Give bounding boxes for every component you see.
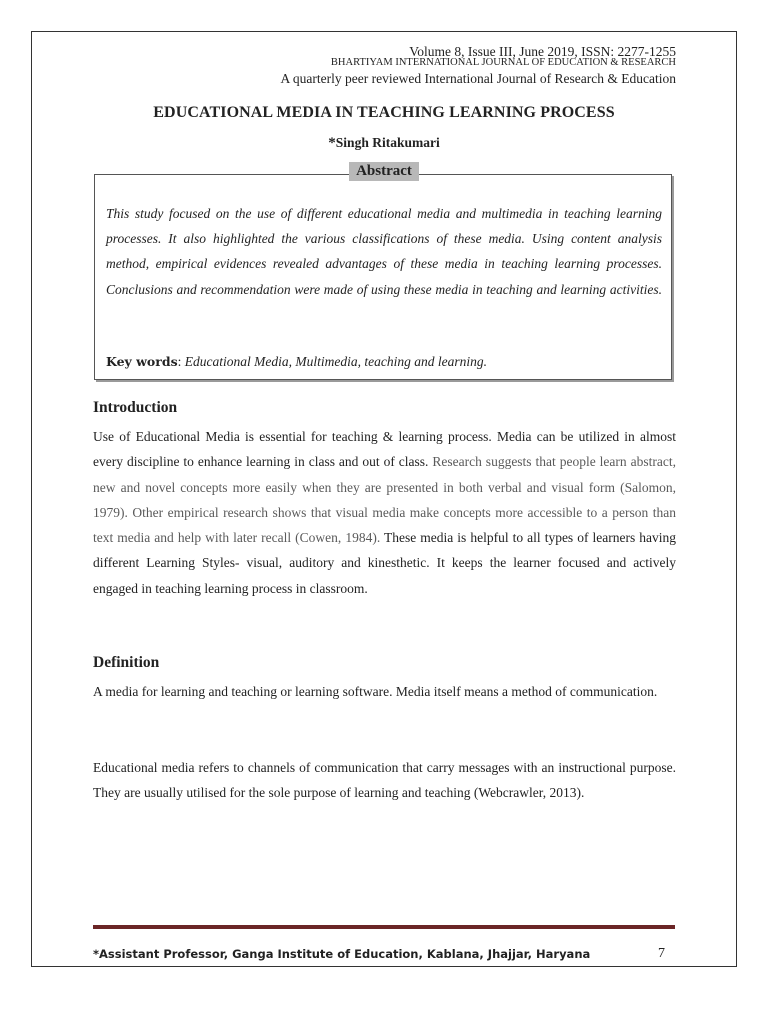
abstract-text: This study focused on the use of different educational media and multimedia in teaching learning processes. It also highlighted the various classifications of these media. Using content analysis method, empirical evidences revealed advantages of these media in teaching learning processes. Conclusions and recommendation were made of using these media in teaching and learning activities. xyxy=(106,206,662,297)
definition-heading: Definition xyxy=(93,654,160,671)
page-number: 7 xyxy=(658,946,665,961)
abstract-label: Abstract xyxy=(349,162,419,181)
author-name: Singh Ritakumari xyxy=(335,135,440,150)
introduction-heading: Introduction xyxy=(93,399,178,416)
footer-rule xyxy=(93,925,675,929)
author-footnote-marker: * xyxy=(328,135,336,151)
keywords xyxy=(106,354,487,370)
keywords-label: Key words xyxy=(106,354,178,369)
journal-volume-line: Volume 8, Issue III, June 2019, ISSN: 2277-1255 xyxy=(409,44,676,59)
paper-title: EDUCATIONAL MEDIA IN TEACHING LEARNING PROCESS xyxy=(153,104,615,121)
keywords-separator: : xyxy=(177,354,185,369)
introduction-paragraph xyxy=(93,424,676,601)
paper-author xyxy=(0,135,768,152)
introduction-text-b: Research suggests that people learn abstract, new and novel concepts more easily when they are presented in both verbal and visual form (Salomon, 1979). Other empirical research shows that visual media make concepts more accessible to a person than text media and help with later recall (Cowen, 1984). xyxy=(93,454,676,546)
definition-paragraph-1: A media for learning and teaching or learning software. Media itself means a method of communication. xyxy=(93,684,658,699)
journal-name: BHARTIYAM INTERNATIONAL JOURNAL OF EDUCATION & RESEARCH xyxy=(330,57,676,68)
introduction-text-a: Use of Educational Media is essential for teaching & learning process. Media can be utilized in almost every discipline to enhance learning in class and out of class. xyxy=(93,429,676,470)
journal-tagline: A quarterly peer reviewed International Journal of Research & Education xyxy=(280,71,676,86)
keywords-list: Educational Media, Multimedia, teaching and learning. xyxy=(184,354,487,369)
introduction-text-c: These media is helpful to all types of learners having different Learning Styles- visual, auditory and kinesthetic. It keeps the learner focused and actively engaged in teaching learning process in classroom. xyxy=(93,530,677,596)
author-affiliation-footnote: *Assistant Professor, Ganga Institute of Education, Kablana, Jhajjar, Haryana xyxy=(93,947,591,961)
definition-paragraph-2: Educational media refers to channels of communication that carry messages with an instructional purpose. They are usually utilised for the sole purpose of learning and teaching (Webcrawler, 2013). xyxy=(93,760,676,801)
